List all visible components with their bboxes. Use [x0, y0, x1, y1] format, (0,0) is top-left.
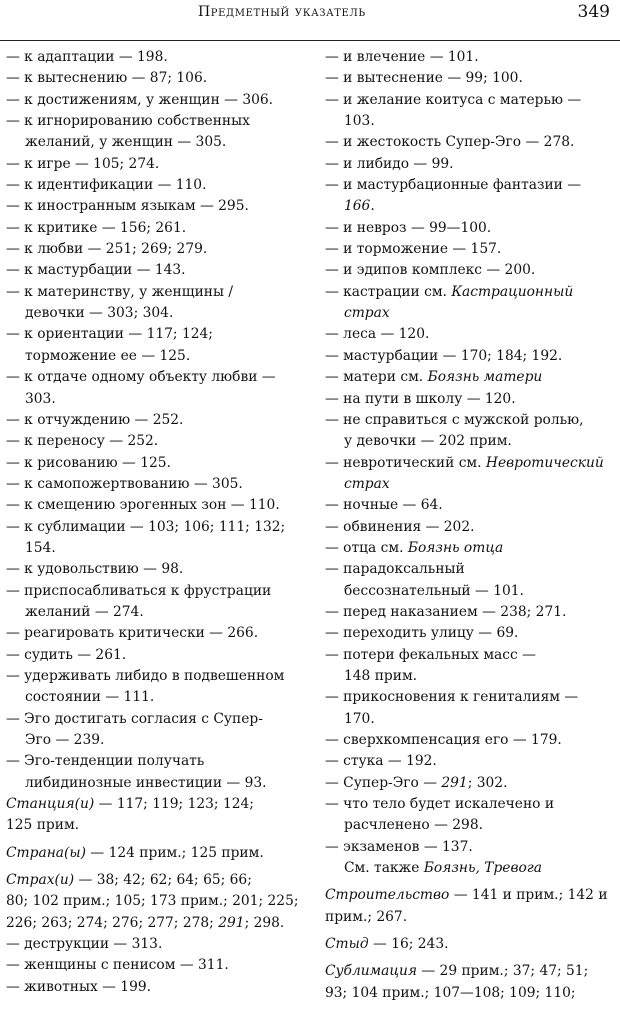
index-text: — женщины с пенисом — 311.: [6, 957, 229, 974]
index-text: — леса — 120.: [325, 326, 430, 343]
index-line: [6, 559, 306, 580]
index-text: — приспосабливаться к фрустрации: [6, 582, 272, 599]
index-text: — животных — 199.: [6, 978, 152, 995]
index-line: [6, 282, 306, 303]
index-line: [6, 154, 306, 175]
index-line: [6, 891, 306, 912]
index-text: — и невроз — 99—100.: [325, 219, 492, 236]
index-line: [325, 623, 617, 644]
index-line: [325, 175, 617, 196]
index-text: — и желание коитуса с матерью —: [325, 91, 582, 108]
index-line: [6, 843, 306, 864]
index-line: [6, 495, 306, 516]
index-line: [6, 132, 306, 153]
index-line: [325, 282, 617, 303]
index-term-italic: Боязнь отца: [407, 539, 504, 556]
index-line: [325, 837, 617, 858]
index-text: — парадоксальный: [325, 561, 465, 578]
index-line: [6, 239, 306, 260]
index-line: [6, 934, 306, 955]
index-text: — к адаптации — 198.: [6, 49, 168, 65]
index-line: [325, 907, 617, 928]
index-text: — к критике — 156; 261.: [6, 219, 187, 236]
index-text: — стука — 192.: [325, 753, 437, 770]
index-line: [325, 239, 617, 260]
index-text: — Супер-Эго —: [325, 774, 442, 791]
index-line: [6, 751, 306, 772]
index-text: девочки — 303; 304.: [25, 305, 174, 322]
index-line: [6, 367, 306, 388]
index-text: — обвинения — 202.: [325, 518, 475, 535]
index-text: — не справиться с мужской ролью,: [325, 411, 584, 428]
index-text: — 38; 42; 62; 64; 65; 66;: [74, 872, 252, 889]
index-text: — и жестокость Супер-Эго — 278.: [325, 134, 575, 151]
index-text: — невротический см.: [325, 454, 486, 471]
index-text: — матери см.: [325, 369, 428, 386]
index-line: [325, 154, 617, 175]
index-text: См. также: [344, 860, 424, 877]
index-line: [325, 602, 617, 623]
index-line: [325, 453, 617, 474]
index-term-italic: Невротический: [485, 454, 604, 471]
index-line: [325, 68, 617, 89]
index-line: [325, 730, 617, 751]
index-line: [325, 389, 617, 410]
index-text: — к иностранным языкам — 295.: [6, 198, 249, 215]
index-text: — 117; 119; 123; 124;: [94, 796, 254, 813]
index-text: — к игнорированию собственных: [6, 113, 250, 130]
index-line: [325, 934, 617, 955]
index-term-italic: 166: [344, 198, 371, 215]
index-line: [325, 983, 617, 1004]
index-line: [325, 687, 617, 708]
page-number: 349: [577, 2, 610, 22]
index-text: — к игре — 105; 274.: [6, 155, 160, 172]
index-text: 226; 263; 274; 276; 277; 278;: [6, 914, 219, 931]
index-text: ; 298.: [244, 914, 285, 931]
index-line: [325, 666, 617, 687]
index-line: [325, 260, 617, 281]
index-line: [6, 517, 306, 538]
index-text: — к вытеснению — 87; 106.: [6, 70, 208, 87]
index-line: [6, 602, 306, 623]
index-line: [6, 645, 306, 666]
index-text: — на пути в школу — 120.: [325, 390, 516, 407]
index-line: [6, 815, 306, 836]
index-text: — к любви — 251; 269; 279.: [6, 241, 208, 258]
index-term-italic: 291: [441, 774, 468, 791]
index-line: [325, 517, 617, 538]
index-term-italic: Станция(и): [6, 796, 95, 813]
index-term-italic: 291: [218, 914, 245, 931]
index-text: — к переносу — 252.: [6, 433, 159, 450]
index-text: 148 прим.: [344, 667, 418, 684]
index-line: [325, 367, 617, 388]
index-term-italic: Кастрационный: [451, 283, 574, 300]
index-line: [325, 303, 617, 324]
index-line: [6, 955, 306, 976]
index-line: [6, 709, 306, 730]
index-line: [6, 687, 306, 708]
index-text: 170.: [344, 710, 375, 727]
index-text: 103.: [344, 113, 375, 130]
index-line: [6, 175, 306, 196]
index-line: [6, 730, 306, 751]
index-text: 80; 102 прим.; 105; 173 прим.; 201; 225;: [6, 893, 299, 910]
index-text: 93; 104 прим.; 107—108; 109; 110;: [325, 984, 576, 1001]
index-text: — к отчуждению — 252.: [6, 411, 184, 428]
index-line: [325, 645, 617, 666]
index-line: [6, 303, 306, 324]
index-line: [325, 581, 617, 602]
index-text: — и эдипов комплекс — 200.: [325, 262, 536, 279]
index-text: — к идентификации — 110.: [6, 177, 207, 194]
index-text: 303.: [25, 390, 56, 407]
index-text: — и влечение — 101.: [325, 49, 479, 65]
index-text: — к достижениям, у женщин — 306.: [6, 91, 274, 108]
index-term-italic: Стыд: [325, 936, 369, 953]
index-text: — что тело будет искалечено и: [325, 796, 555, 813]
index-line: [6, 913, 306, 934]
index-text: — перед наказанием — 238; 271.: [325, 603, 567, 620]
running-header: [0, 0, 620, 41]
index-line: [6, 389, 306, 410]
index-line: [6, 623, 306, 644]
index-text: — к материнству, у женщины /: [6, 283, 233, 300]
index-line: [325, 559, 617, 580]
index-text: — и торможение — 157.: [325, 241, 502, 258]
index-text: — к мастурбации — 143.: [6, 262, 186, 279]
index-text: желаний, у женщин — 305.: [25, 134, 227, 151]
index-text: — кастрации см.: [325, 283, 452, 300]
index-text: — к самопожертвованию — 305.: [6, 475, 243, 492]
index-text: у девочки — 202 прим.: [344, 433, 512, 450]
index-line: [6, 977, 306, 998]
index-text: — к сублимации — 103; 106; 111; 132;: [6, 518, 286, 535]
index-text: 154.: [25, 539, 56, 556]
index-line: [6, 410, 306, 431]
index-term-italic: Боязнь матери: [427, 369, 543, 386]
index-column-left: [6, 47, 306, 998]
index-text: — и либидо — 99.: [325, 155, 454, 172]
index-line: [325, 961, 617, 982]
index-text: желаний — 274.: [25, 603, 144, 620]
index-text: — к отдаче одному объекту любви —: [6, 369, 276, 386]
index-text: — мастурбации — 170; 184; 192.: [325, 347, 563, 364]
index-line: [6, 666, 306, 687]
index-line: [325, 346, 617, 367]
index-line: [325, 196, 617, 217]
index-line: [325, 132, 617, 153]
index-text: — 29 прим.; 37; 47; 51;: [416, 963, 589, 980]
index-line: [325, 431, 617, 452]
index-text: прим.; 267.: [325, 908, 408, 925]
index-text: либидинозные инвестиции — 93.: [25, 774, 267, 791]
index-term-italic: страх: [344, 305, 390, 322]
index-line: [325, 815, 617, 836]
index-line: [6, 196, 306, 217]
index-text: — сверхкомпенсация его — 179.: [325, 732, 562, 748]
index-text: — судить — 261.: [6, 646, 127, 663]
index-text: состоянии — 111.: [25, 689, 155, 706]
index-line: [325, 218, 617, 239]
index-text: — к смещению эрогенных зон — 110.: [6, 497, 280, 514]
index-term-italic: страх: [344, 475, 390, 492]
index-line: [6, 90, 306, 111]
index-line: [6, 260, 306, 281]
index-term-italic: Боязнь, Тревога: [423, 860, 543, 877]
index-text: — переходить улицу — 69.: [325, 625, 519, 642]
index-line: [6, 218, 306, 239]
index-text: — удерживать либидо в подвешенном: [6, 667, 285, 684]
index-line: [325, 47, 617, 68]
index-text: — 141 и прим.; 142 и: [449, 887, 608, 904]
index-text: — Эго-тенденции получать: [6, 753, 205, 770]
index-line: [325, 773, 617, 794]
index-text: торможение ее — 125.: [25, 347, 191, 364]
index-line: [6, 581, 306, 602]
index-line: [325, 495, 617, 516]
index-text: — деструкции — 313.: [6, 936, 163, 953]
index-text: — ночные — 64.: [325, 497, 443, 514]
index-line: [325, 794, 617, 815]
index-text: — потери фекальных масс —: [325, 646, 536, 663]
index-line: [6, 346, 306, 367]
index-line: [325, 858, 617, 879]
index-text: .: [370, 198, 375, 215]
index-text: — 16; 243.: [368, 936, 449, 953]
index-line: [325, 474, 617, 495]
index-line: [6, 538, 306, 559]
index-text: 125 прим.: [6, 817, 80, 834]
index-text: — прикосновения к гениталиям —: [325, 689, 579, 706]
index-term-italic: Сублимация: [325, 963, 417, 980]
index-text: — к ориентации — 117; 124;: [6, 326, 213, 343]
index-line: [6, 324, 306, 345]
index-line: [325, 538, 617, 559]
index-line: [325, 751, 617, 772]
index-text: — отца см.: [325, 539, 408, 556]
index-text: расчленено — 298.: [344, 817, 483, 834]
index-text: — Эго достигать согласия с Супер-: [6, 710, 263, 727]
index-line: [6, 431, 306, 452]
index-text: — к рисованию — 125.: [6, 454, 171, 471]
index-line: [325, 90, 617, 111]
index-text: бессознательный — 101.: [344, 582, 524, 599]
index-text: — реагировать критически — 266.: [6, 625, 259, 642]
index-text: — и мастурбационные фантазии —: [325, 177, 582, 194]
index-line: [6, 47, 306, 68]
index-line: [6, 111, 306, 132]
index-line: [6, 453, 306, 474]
index-line: [6, 474, 306, 495]
index-text: ; 302.: [467, 774, 508, 791]
index-column-right: [325, 47, 617, 1004]
index-term-italic: Страх(и): [6, 872, 75, 889]
index-line: [6, 68, 306, 89]
index-line: [6, 773, 306, 794]
index-text: — 124 прим.; 125 прим.: [86, 844, 264, 861]
index-line: [6, 870, 306, 891]
index-term-italic: Страна(ы): [6, 844, 87, 861]
index-line: [6, 794, 306, 815]
index-line: [325, 324, 617, 345]
index-line: [325, 709, 617, 730]
index-term-italic: Строительство: [325, 887, 450, 904]
index-text: Эго — 239.: [25, 732, 105, 748]
index-line: [325, 410, 617, 431]
index-line: [325, 111, 617, 132]
header-title: Предметный указатель: [198, 4, 366, 20]
index-text: — экзаменов — 137.: [325, 838, 473, 855]
index-text: — и вытеснение — 99; 100.: [325, 70, 523, 87]
index-text: — к удовольствию — 98.: [6, 561, 184, 578]
index-line: [325, 885, 617, 906]
